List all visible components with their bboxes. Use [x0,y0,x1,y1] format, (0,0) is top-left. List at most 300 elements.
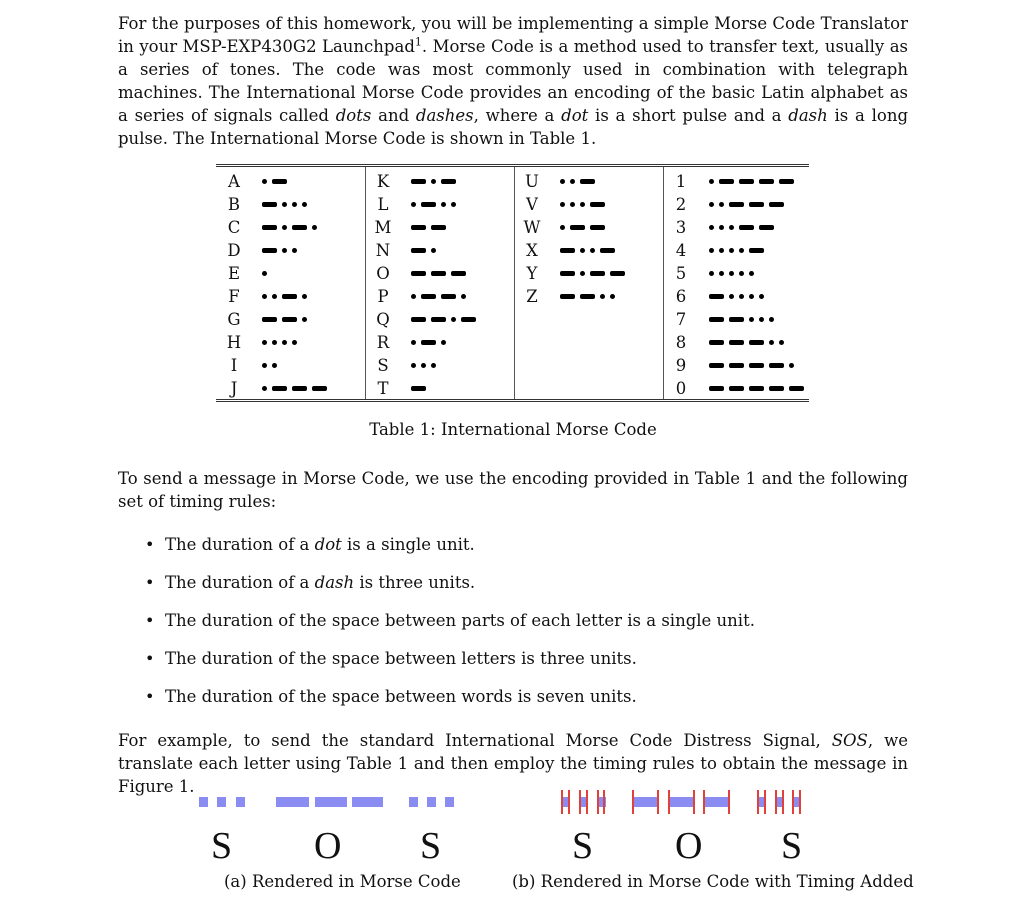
term-dashes: dashes [415,106,474,125]
morse-dash [282,294,297,299]
morse-dot [759,317,764,322]
intro-text: . Morse Code is a method used to transfer text, usually as a series of tones. The code was most commonly used in combination with telegraph machines. The International Morse Code provides an encoding of the basic Latin alphabet as a series of signals called [118,37,908,125]
morse-dot [292,202,297,207]
morse-dash [709,340,724,345]
morse-code-symbols [411,377,426,400]
table-row [365,377,514,400]
timing-tick [586,790,588,814]
table-character: F [228,287,240,306]
timing-tick [668,790,670,814]
morse-dash [600,248,615,253]
morse-code-symbols [709,308,774,331]
morse-dash [769,363,784,368]
table-row [663,354,809,377]
table-row [365,193,514,216]
table-row [216,331,365,354]
dot-bar [427,797,436,807]
morse-code-symbols [411,285,466,308]
table-row [365,216,514,239]
table-row [514,239,663,262]
morse-dash [749,202,764,207]
table-column [663,167,809,399]
timing-tick [782,790,784,814]
table-row [663,308,809,331]
morse-dot [749,317,754,322]
table-row [365,331,514,354]
morse-code-symbols [560,262,625,285]
table-character: U [525,172,539,191]
rule-term: dot [314,535,342,554]
table-character: M [374,218,392,237]
table-character: 8 [675,333,687,352]
bullet-icon: • [145,687,155,706]
morse-dash [441,294,456,299]
timing-rule [140,533,755,571]
morse-dot [411,340,416,345]
term-sos: SOS [831,731,868,750]
table-character: 2 [675,195,687,214]
morse-dot [292,340,297,345]
figure-b-letter: S [781,825,803,867]
morse-dash [461,317,476,322]
morse-dot [411,202,416,207]
figure-b-letter: S [572,825,594,867]
morse-code-symbols [560,170,595,193]
table-row [663,262,809,285]
morse-code-symbols [709,239,764,262]
table-character: Y [526,264,538,283]
morse-code-symbols [709,170,794,193]
morse-dot [779,340,784,345]
morse-dash [560,248,575,253]
morse-dash [262,248,277,253]
morse-dash [570,225,585,230]
morse-dot [292,248,297,253]
morse-dash [610,271,625,276]
table-character: L [377,195,389,214]
morse-dash [709,363,724,368]
morse-dot [570,202,575,207]
morse-code-symbols [262,331,297,354]
dot-bar [409,797,418,807]
table-row [216,354,365,377]
morse-dot [431,363,436,368]
morse-dot [580,271,585,276]
table-column [216,167,366,399]
morse-dot [719,271,724,276]
morse-code-symbols [411,308,476,331]
table-row [216,377,365,400]
morse-dash [729,317,744,322]
morse-dot [610,294,615,299]
intro-text: is a long pulse. The International Morse Code is shown in Table 1. [118,106,909,148]
morse-dot [749,294,754,299]
table-row [663,239,809,262]
morse-dot [411,294,416,299]
table-row [514,216,663,239]
morse-code-symbols [411,331,446,354]
morse-dot [282,340,287,345]
table-character: Q [376,310,390,329]
table-row [365,262,514,285]
morse-dash [749,340,764,345]
timing-tick [764,790,766,814]
morse-dash [749,386,764,391]
morse-dot [729,271,734,276]
table-character: G [227,310,241,329]
term-dot: dot [561,106,589,125]
dot-bar [236,797,245,807]
morse-dash [709,317,724,322]
dash-bar [315,797,347,807]
morse-dot [709,202,714,207]
table-row [216,193,365,216]
timing-tick [728,790,730,814]
table-row [663,377,809,400]
morse-dash [292,225,307,230]
morse-dash [729,363,744,368]
timing-intro-paragraph: To send a message in Morse Code, we use the encoding provided in Table 1 and the following set of timing rules: [118,469,908,511]
term-dash: dash [788,106,828,125]
morse-code-symbols [262,377,327,400]
timing-tick [657,790,659,814]
bullet-icon: • [145,573,155,592]
morse-code-symbols [709,193,784,216]
table-character: E [227,264,241,283]
table-row [663,285,809,308]
rule-text: The duration of a [165,535,315,554]
table-character: 7 [675,310,687,329]
morse-dash [292,386,307,391]
table-character: K [376,172,390,191]
morse-dash [749,248,764,253]
morse-dot [709,248,714,253]
intro-text: , where a [473,106,562,125]
table-character: 5 [675,264,687,283]
morse-dash [769,386,784,391]
morse-dash [411,179,426,184]
morse-dot [580,248,585,253]
morse-dot [282,248,287,253]
rule-term: dash [314,573,355,592]
morse-dot [431,179,436,184]
morse-dot [739,248,744,253]
table-character: D [227,241,241,260]
morse-dot [431,248,436,253]
morse-dot [719,248,724,253]
morse-dot [570,179,575,184]
morse-dot [312,225,317,230]
morse-dot [421,363,426,368]
table-caption: Table 1: International Morse Code [369,420,657,439]
morse-dot [729,225,734,230]
table-character: J [230,379,238,398]
table-row [514,193,663,216]
morse-dot [739,271,744,276]
morse-code-symbols [560,239,615,262]
table-row [365,170,514,193]
timing-rule [140,647,755,685]
morse-dot [441,202,446,207]
table-character: T [377,379,389,398]
example-text: For example, to send the standard International Morse Code Distress Signal, [118,731,832,750]
morse-code-symbols [262,193,307,216]
morse-dash [729,202,744,207]
timing-rule [140,609,755,647]
timing-tick [703,790,705,814]
rule-text: The duration of the space between words is seven units. [165,687,637,706]
table-character: A [228,172,240,191]
morse-dash [262,225,277,230]
intro-text: is a short pulse and a [588,106,789,125]
table-row [216,285,365,308]
morse-code-symbols [262,239,297,262]
morse-dash [709,386,724,391]
morse-dash [411,225,426,230]
timing-tick [579,790,581,814]
table-character: 9 [675,356,687,375]
table-character: 3 [675,218,687,237]
timing-tick [799,790,801,814]
morse-dot [441,340,446,345]
morse-dot [709,271,714,276]
timing-bar [703,797,730,807]
morse-dash [411,386,426,391]
morse-dash [431,225,446,230]
table-row [216,216,365,239]
morse-code-symbols [411,193,456,216]
table-character: 4 [675,241,687,260]
intro-text: and [371,106,416,125]
morse-dash [312,386,327,391]
example-text: , we translate each letter using Table 1 and then employ the timing rules to obtain the message in Figure 1. [118,731,908,796]
morse-code-symbols [411,262,466,285]
figure-a-letter: S [420,825,442,867]
figure-a-letter: O [314,825,342,867]
rule-text: The duration of a [165,573,315,592]
morse-code-symbols [411,170,456,193]
morse-dash [580,294,595,299]
rule-text: The duration of the space between letters is three units. [165,649,637,668]
table-row [514,262,663,285]
morse-dash [590,271,605,276]
table-character: V [526,195,538,214]
dot-bar [217,797,226,807]
morse-dash [411,248,426,253]
morse-code-symbols [560,193,605,216]
table-row [514,285,663,308]
morse-dot [411,363,416,368]
table-character: W [523,218,541,237]
morse-code-symbols [262,354,277,377]
morse-dot [272,294,277,299]
table-row [365,308,514,331]
table-character: X [526,241,538,260]
rule-text: is three units. [354,573,476,592]
morse-dot [302,294,307,299]
morse-dot [729,248,734,253]
morse-dash [421,202,436,207]
morse-dot [580,202,585,207]
morse-dash [411,317,426,322]
timing-rule [140,571,755,609]
term-dots: dots [335,106,372,125]
table-row [663,331,809,354]
table-row [365,239,514,262]
table-character: B [227,195,241,214]
timing-tick [693,790,695,814]
morse-dot [451,202,456,207]
intro-text: For the purposes of this homework, you will be implementing a simple Morse Code Translator in your MSP-EXP430G2 Launchpad [118,14,908,56]
morse-dash [580,179,595,184]
table-character: H [226,333,242,352]
morse-dot [719,202,724,207]
morse-dot [560,202,565,207]
timing-tick [568,790,570,814]
morse-dot [262,179,267,184]
table-row [663,216,809,239]
morse-dot [302,202,307,207]
morse-dot [272,340,277,345]
table-character: O [376,264,390,283]
morse-dash [272,179,287,184]
morse-dot [560,179,565,184]
morse-dot [749,271,754,276]
bullet-icon: • [145,649,155,668]
table-character: C [227,218,241,237]
morse-dot [302,317,307,322]
morse-code-symbols [411,216,446,239]
table-row [216,308,365,331]
table-column [514,167,664,399]
morse-dash [441,179,456,184]
timing-bar [668,797,695,807]
morse-dash [431,271,446,276]
table-character: 6 [675,287,687,306]
table-character: Z [526,287,538,306]
timing-bar [632,797,659,807]
morse-dash [709,294,724,299]
morse-dash [789,386,804,391]
morse-code-symbols [560,216,605,239]
morse-dot [739,294,744,299]
morse-code-symbols [709,354,794,377]
morse-dash [560,271,575,276]
morse-dot [262,271,267,276]
morse-dash [739,179,754,184]
morse-dash [769,202,784,207]
morse-dot [600,294,605,299]
table-row [663,193,809,216]
morse-dash [759,225,774,230]
table-row [365,285,514,308]
morse-dot [729,294,734,299]
morse-code-symbols [560,285,615,308]
morse-dot [769,340,774,345]
figure-b-caption: (b) Rendered in Morse Code with Timing Added [512,872,914,891]
morse-dash [590,202,605,207]
footnote-mark: 1 [414,35,422,49]
timing-tick [792,790,794,814]
morse-dot [709,225,714,230]
timing-tick [757,790,759,814]
example-paragraph [118,729,908,798]
morse-dash [262,202,277,207]
morse-dash [759,179,774,184]
morse-dot [282,202,287,207]
timing-tick [775,790,777,814]
morse-code-table [216,164,809,402]
dot-bar [445,797,454,807]
rule-text: is a single unit. [341,535,475,554]
morse-dash [719,179,734,184]
table-character: 0 [675,379,687,398]
table-row [663,170,809,193]
table-character: P [377,287,389,306]
morse-dash [749,363,764,368]
figure-b-letter: O [675,825,703,867]
morse-code-symbols [262,216,317,239]
table-row [216,170,365,193]
timing-tick [632,790,634,814]
morse-code-symbols [411,239,436,262]
morse-code-symbols [262,262,267,285]
figure-a-letter: S [211,825,233,867]
morse-code-symbols [411,354,436,377]
timing-tick [603,790,605,814]
morse-dot [262,363,267,368]
morse-dash [590,225,605,230]
morse-dash [282,317,297,322]
timing-rule [140,685,755,723]
timing-rules-list [140,533,755,723]
table-column [365,167,515,399]
dash-bar [276,797,309,807]
morse-dot [272,363,277,368]
morse-dot [789,363,794,368]
table-character: R [376,333,390,352]
table-character: 1 [675,172,687,191]
bullet-icon: • [145,611,155,630]
morse-dash [421,294,436,299]
table-character: S [377,356,389,375]
morse-dot [451,317,456,322]
morse-dot [590,248,595,253]
morse-code-symbols [709,285,764,308]
morse-dash [729,386,744,391]
morse-dot [282,225,287,230]
morse-dot [262,386,267,391]
morse-code-symbols [709,216,774,239]
intro-paragraph [118,12,908,150]
morse-dash [729,340,744,345]
morse-dot [719,225,724,230]
dash-bar [352,797,383,807]
morse-dash [560,294,575,299]
morse-dash [779,179,794,184]
table-character: I [230,356,238,375]
morse-dash [431,317,446,322]
morse-dot [262,340,267,345]
morse-dot [461,294,466,299]
table-row [514,170,663,193]
timing-tick [597,790,599,814]
morse-dash [262,317,277,322]
morse-dash [411,271,426,276]
table-row [365,354,514,377]
morse-code-symbols [709,377,804,400]
rule-text: The duration of the space between parts of each letter is a single unit. [165,611,755,630]
